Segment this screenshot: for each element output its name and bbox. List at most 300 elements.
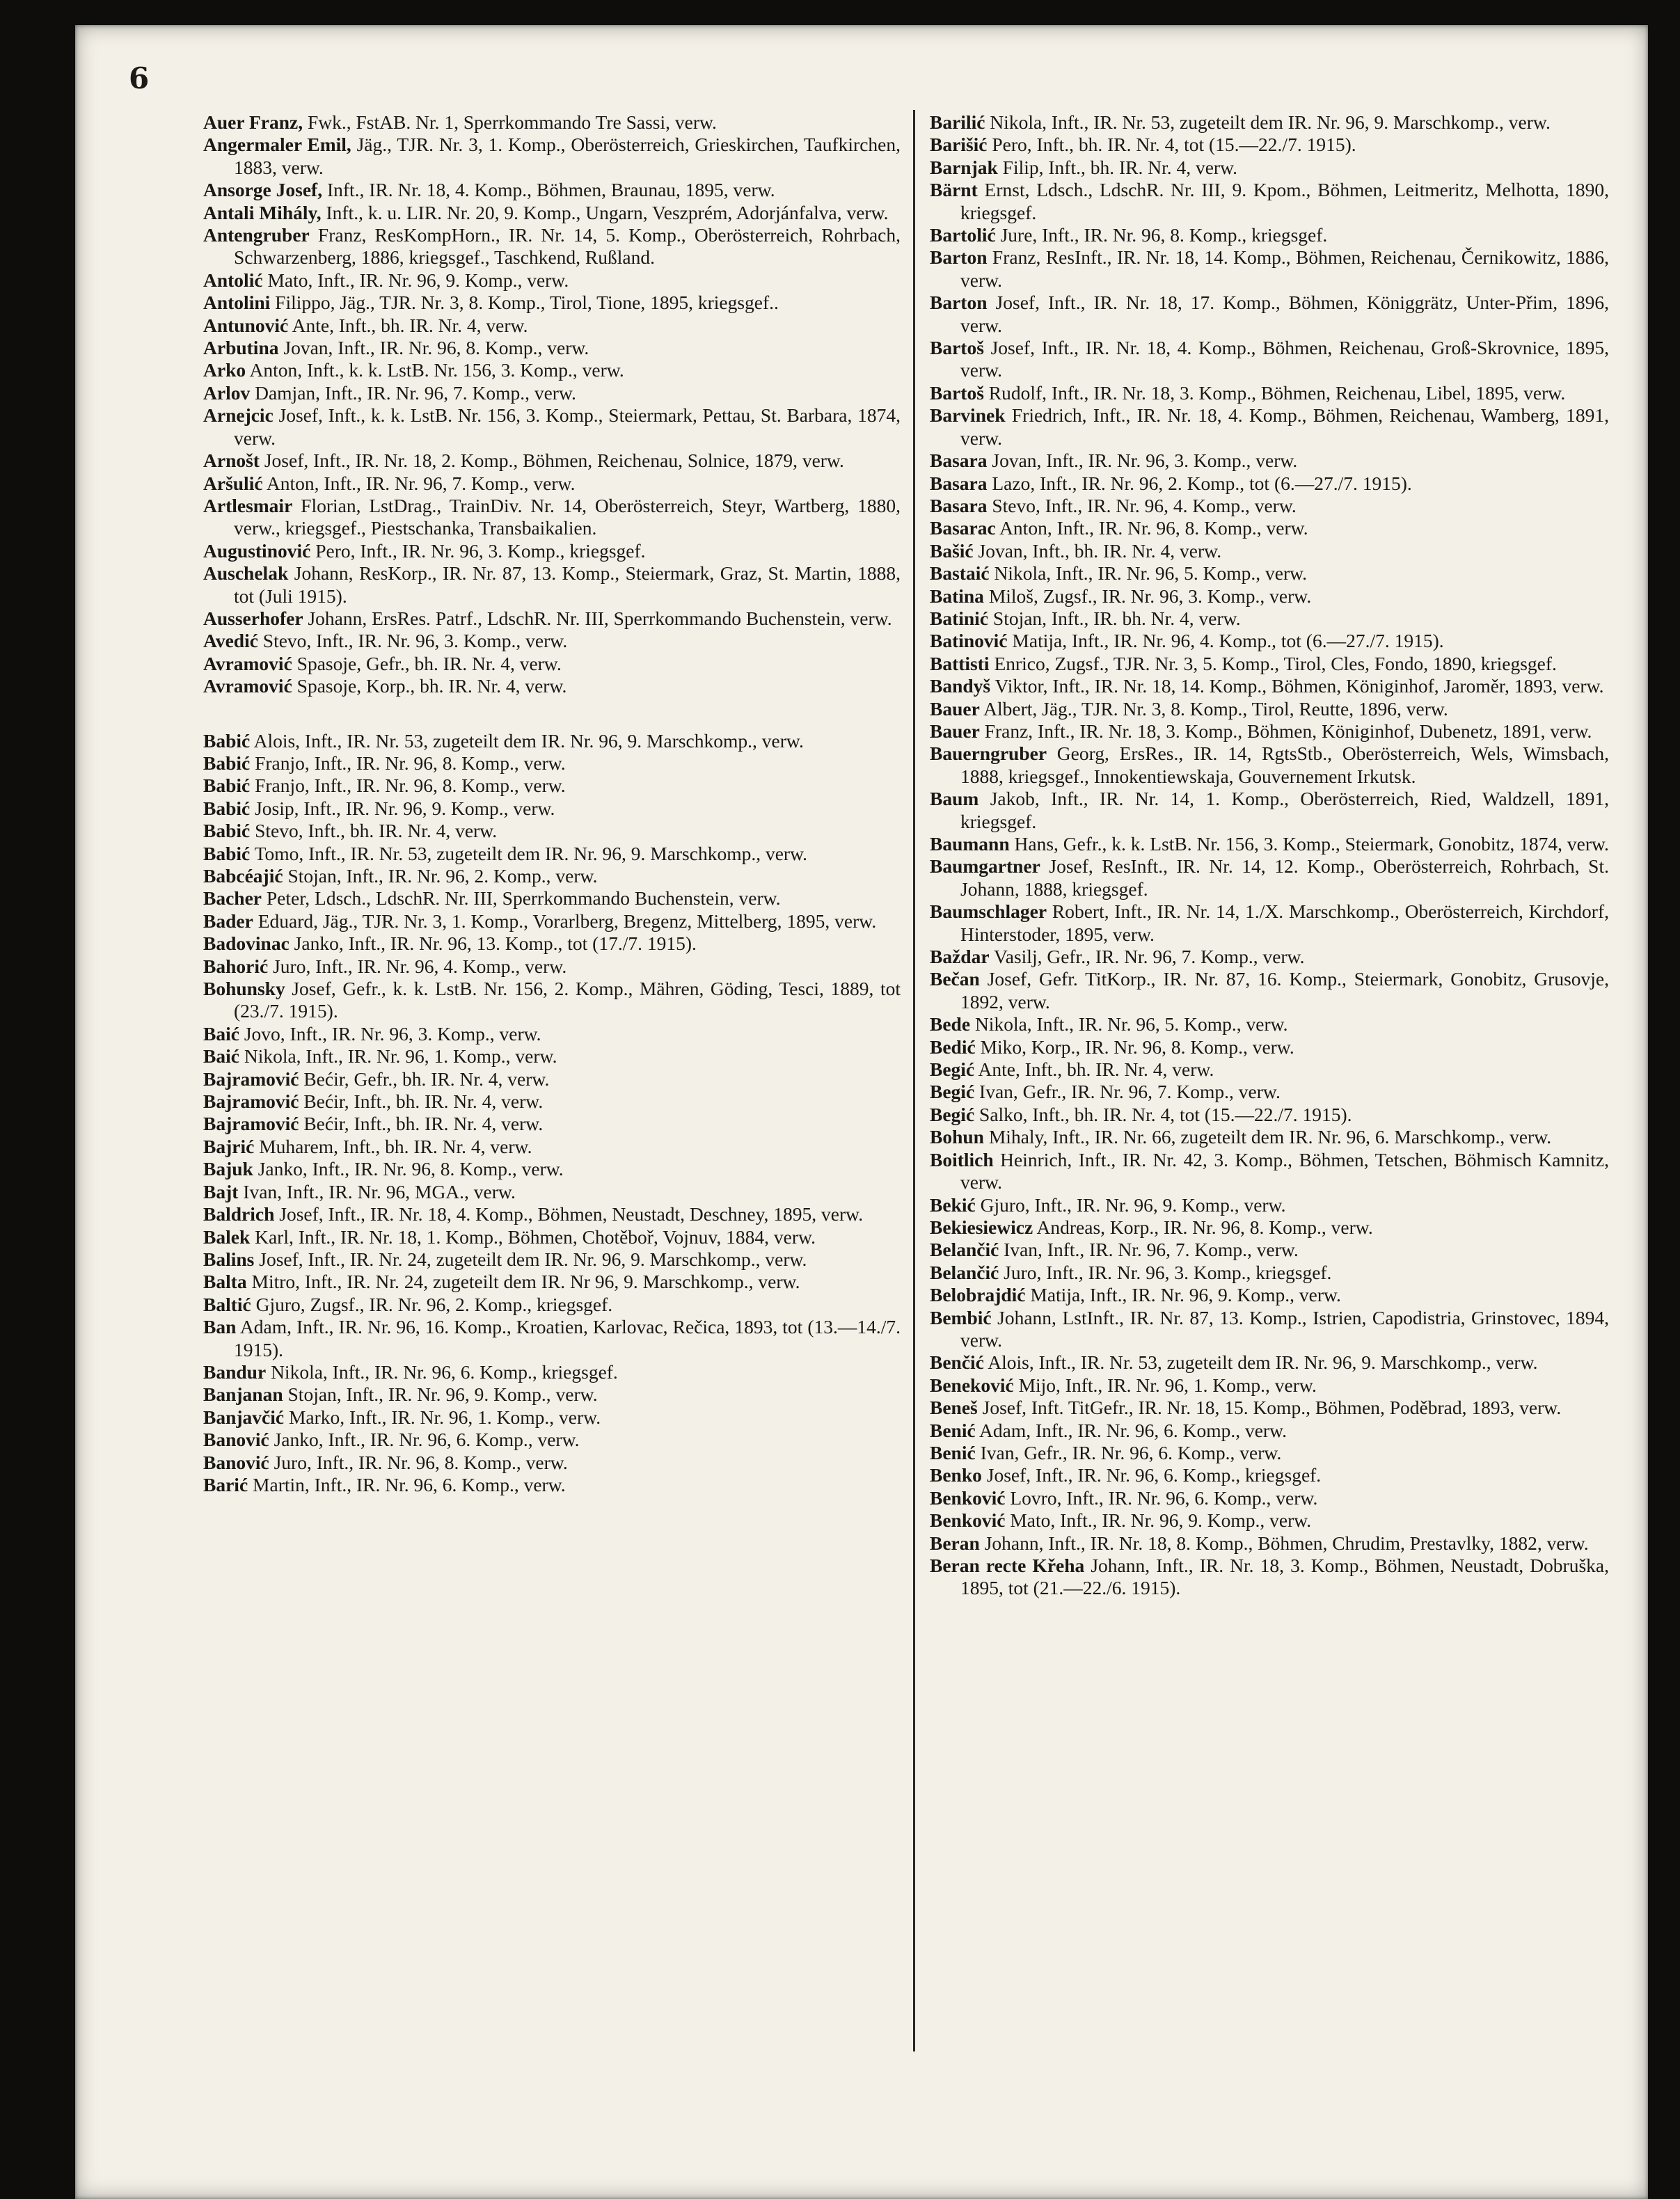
entry-details: Bećir, Inft., bh. IR. Nr. 4, verw. xyxy=(299,1113,544,1135)
entry-details: Adam, Inft., IR. Nr. 96, 6. Komp., verw. xyxy=(975,1419,1287,1441)
entry-surname: Babić xyxy=(203,752,251,774)
entry-details: Josef, Inft., IR. Nr. 18, 2. Komp., Böhmen, Reichenau, Solnice, 1879, verw. xyxy=(259,450,844,472)
entry-surname: Baždar xyxy=(930,946,990,968)
entry-surname: Barnjak xyxy=(930,156,998,178)
entry-surname: Belančić xyxy=(930,1261,999,1283)
list-entry xyxy=(203,630,901,652)
list-entry xyxy=(930,968,1609,1013)
entry-surname: Belančić xyxy=(930,1239,999,1261)
entry-details: Nikola, Inft., IR. Nr. 96, 5. Komp., verw. xyxy=(989,562,1308,585)
entry-surname: Bečan xyxy=(930,968,980,990)
list-entry xyxy=(930,495,1609,517)
entry-details: Alois, Inft., IR. Nr. 53, zugeteilt dem IR. Nr. 96, 9. Marschkomp., verw. xyxy=(250,729,804,752)
entry-details: Jakob, Inft., IR. Nr. 14, 1. Komp., Oberösterreich, Ried, Waldzell, 1891, kriegsgef. xyxy=(960,788,1609,832)
list-entry xyxy=(930,788,1609,833)
entry-details: Stevo, Inft., bh. IR. Nr. 4, verw. xyxy=(250,820,498,842)
entry-details: Josef, Gefr., k. k. LstB. Nr. 156, 2. Komp., Mähren, Göding, Tesci, 1889, tot (23./7. 1915). xyxy=(234,978,901,1022)
entry-details: Hans, Gefr., k. k. LstB. Nr. 156, 3. Komp., Steiermark, Gonobitz, 1874, verw. xyxy=(1009,833,1609,855)
list-entry xyxy=(930,833,1609,855)
entry-details: Juro, Inft., IR. Nr. 96, 3. Komp., kriegsgef. xyxy=(999,1261,1332,1283)
list-entry xyxy=(930,630,1609,652)
list-entry xyxy=(203,1203,901,1225)
list-entry xyxy=(930,1058,1609,1081)
entry-details: Filip, Inft., bh. IR. Nr. 4, verw. xyxy=(997,156,1238,178)
entry-surname: Baltić xyxy=(203,1293,251,1315)
entry-details: Pero, Inft., bh. IR. Nr. 4, tot (15.—22./7. 1915). xyxy=(987,134,1356,156)
list-entry xyxy=(930,1351,1609,1374)
entry-details: Jäg., TJR. Nr. 3, 1. Komp., Oberösterreich, Grieskirchen, Taufkirchen, 1883, verw. xyxy=(234,134,901,178)
entry-surname: Banjanan xyxy=(203,1383,283,1406)
list-entry xyxy=(930,855,1609,900)
entry-surname: Bastaić xyxy=(930,562,990,585)
entry-surname: Bajramović xyxy=(203,1090,299,1113)
list-entry xyxy=(930,562,1609,585)
list-entry xyxy=(203,450,901,472)
entry-surname: Bajramović xyxy=(203,1113,299,1135)
entry-details: Jure, Inft., IR. Nr. 96, 8. Komp., kriegsgef. xyxy=(995,224,1328,246)
list-entry xyxy=(930,1104,1609,1126)
entry-surname: Beneš xyxy=(930,1397,978,1419)
entry-surname: Babić xyxy=(203,820,251,842)
entry-surname: Babić xyxy=(203,729,251,752)
entry-details: Nikola, Inft., IR. Nr. 96, 1. Komp., verw. xyxy=(239,1045,557,1067)
entry-surname: Benić xyxy=(930,1419,976,1441)
list-entry xyxy=(930,1013,1609,1035)
entry-surname: Babić xyxy=(203,842,251,864)
entry-details: Ivan, Inft., IR. Nr. 96, MGA., verw. xyxy=(238,1180,516,1202)
entry-surname: Bartolić xyxy=(930,224,996,246)
list-entry xyxy=(930,1487,1609,1509)
entry-surname: Aršulić xyxy=(203,472,263,494)
list-entry xyxy=(203,1474,901,1496)
entry-details: Stojan, Inft., IR. Nr. 96, 9. Komp., verw. xyxy=(283,1383,598,1406)
list-entry xyxy=(930,1216,1609,1239)
entry-details: Albert, Jäg., TJR. Nr. 3, 8. Komp., Tirol, Reutte, 1896, verw. xyxy=(979,697,1448,720)
list-entry xyxy=(203,404,901,450)
list-entry xyxy=(930,517,1609,539)
entry-surname: Barić xyxy=(203,1473,248,1495)
entry-details: Janko, Inft., IR. Nr. 96, 13. Komp., tot (17./7. 1915). xyxy=(289,932,697,955)
entry-surname: Bauer xyxy=(930,697,980,720)
entry-surname: Antengruber xyxy=(203,224,310,246)
entry-details: Janko, Inft., IR. Nr. 96, 6. Komp., verw. xyxy=(269,1429,580,1451)
entry-surname: Baić xyxy=(203,1045,239,1067)
list-entry xyxy=(203,179,901,201)
list-entry xyxy=(930,157,1609,179)
list-entry xyxy=(930,1442,1609,1464)
entry-details: Adam, Inft., IR. Nr. 96, 16. Komp., Kroatien, Karlovac, Rečica, 1893, tot (13.—14./7. 1915). xyxy=(234,1316,901,1360)
entry-details: Franjo, Inft., IR. Nr. 96, 8. Komp., verw. xyxy=(250,752,566,774)
list-entry xyxy=(203,752,901,775)
list-entry xyxy=(203,1383,901,1406)
entry-surname: Auschelak xyxy=(203,562,289,585)
entry-surname: Begić xyxy=(930,1103,975,1125)
list-entry xyxy=(203,1429,901,1451)
entry-surname: Bartoš xyxy=(930,381,984,404)
entry-surname: Begić xyxy=(930,1058,975,1081)
list-entry xyxy=(203,359,901,381)
list-entry xyxy=(930,1464,1609,1486)
entry-surname: Banović xyxy=(203,1451,269,1473)
list-entry xyxy=(203,820,901,842)
list-entry xyxy=(930,134,1609,156)
entry-surname: Begić xyxy=(930,1081,975,1103)
entry-surname: Bedić xyxy=(930,1035,976,1058)
entry-details: Josef, Inft., IR. Nr. 96, 6. Komp., kriegsgef. xyxy=(981,1464,1322,1486)
entry-details: Josef, Inft., IR. Nr. 18, 4. Komp., Böhmen, Reichenau, Groß-Skrovnice, 1895, verw. xyxy=(960,337,1609,381)
entry-surname: Badovinac xyxy=(203,932,290,955)
entry-surname: Babcéajić xyxy=(203,865,283,887)
entry-details: Andreas, Korp., IR. Nr. 96, 8. Komp., verw. xyxy=(1033,1216,1373,1238)
entry-surname: Barton xyxy=(930,292,988,314)
entry-details: Friedrich, Inft., IR. Nr. 18, 4. Komp., Böhmen, Reichenau, Wamberg, 1891, verw. xyxy=(960,404,1609,449)
entry-surname: Antolini xyxy=(203,292,271,314)
list-entry xyxy=(930,1284,1609,1306)
list-entry xyxy=(930,1149,1609,1194)
list-entry xyxy=(203,1316,901,1361)
entry-details: Tomo, Inft., IR. Nr. 53, zugeteilt dem IR. Nr. 96, 9. Marschkomp., verw. xyxy=(250,842,808,864)
entry-details: Josef, Inft. TitGefr., IR. Nr. 18, 15. Komp., Böhmen, Poděbrad, 1893, verw. xyxy=(977,1397,1562,1419)
entry-surname: Bandur xyxy=(203,1360,267,1383)
entry-details: Franjo, Inft., IR. Nr. 96, 8. Komp., verw. xyxy=(250,775,566,797)
entry-details: Miko, Korp., IR. Nr. 96, 8. Komp., verw. xyxy=(975,1035,1294,1058)
list-entry xyxy=(203,910,901,932)
list-entry xyxy=(203,1271,901,1293)
list-entry xyxy=(203,495,901,540)
entry-details: Mato, Inft., IR. Nr. 96, 9. Komp., verw. xyxy=(262,269,569,291)
section-gap xyxy=(203,698,901,730)
entry-details: Muharem, Inft., bh. IR. Nr. 4, verw. xyxy=(254,1135,532,1157)
right-column-list xyxy=(930,111,1609,1600)
list-entry xyxy=(203,1226,901,1248)
entry-surname: Arnejcic xyxy=(203,404,274,427)
list-entry xyxy=(930,179,1609,224)
entry-surname: Babić xyxy=(203,775,251,797)
list-entry xyxy=(203,269,901,292)
entry-surname: Basara xyxy=(930,472,988,494)
list-entry xyxy=(203,1068,901,1090)
list-entry xyxy=(203,202,901,224)
entry-details: Anton, Inft., IR. Nr. 96, 7. Komp., verw. xyxy=(262,472,576,494)
entry-surname: Beran xyxy=(930,1532,980,1554)
entry-details: Josef, Gefr. TitKorp., IR. Nr. 87, 16. Komp., Steiermark, Gonobitz, Grusovje, 1892, verw. xyxy=(960,968,1609,1013)
entry-details: Ernst, Ldsch., LdschR. Nr. III, 9. Kpom., Böhmen, Leitmeritz, Melhotta, 1890, kriegsgef. xyxy=(960,179,1609,223)
entry-surname: Bärnt xyxy=(930,179,978,201)
list-entry xyxy=(930,585,1609,608)
entry-details: Vasilj, Gefr., IR. Nr. 96, 7. Komp., verw. xyxy=(989,946,1305,968)
list-entry xyxy=(930,900,1609,946)
entry-surname: Barilić xyxy=(930,111,985,133)
entry-surname: Balins xyxy=(203,1248,255,1270)
list-entry xyxy=(930,1307,1609,1352)
entry-surname: Bajramović xyxy=(203,1067,299,1090)
entry-surname: Bašić xyxy=(930,539,974,562)
entry-details: Fwk., FstAB. Nr. 1, Sperrkommando Tre Sassi, verw. xyxy=(303,111,717,133)
list-entry xyxy=(930,382,1609,404)
list-entry xyxy=(203,843,901,865)
entry-details: Johann, Inft., IR. Nr. 18, 8. Komp., Böhmen, Chrudim, Prestavlky, 1882, verw. xyxy=(979,1532,1589,1554)
entry-details: Georg, ErsRes., IR. 14, RgtsStb., Oberösterreich, Wels, Wimsbach, 1888, kriegsgef., Innokentiewskaja, Gouvernement Irkutsk. xyxy=(960,743,1609,787)
entry-details: Josef, Inft., IR. Nr. 18, 4. Komp., Böhmen, Neustadt, Deschney, 1895, verw. xyxy=(274,1203,864,1225)
entry-details: Ante, Inft., bh. IR. Nr. 4, verw. xyxy=(288,314,528,336)
list-entry xyxy=(930,292,1609,337)
entry-details: Karl, Inft., IR. Nr. 18, 1. Komp., Böhmen, Chotěboř, Vojnuv, 1884, verw. xyxy=(250,1225,816,1248)
entry-details: Lazo, Inft., IR. Nr. 96, 2. Komp., tot (6.—27./7. 1915). xyxy=(987,472,1412,494)
entry-surname: Augustinović xyxy=(203,539,311,562)
list-entry xyxy=(930,1420,1609,1442)
entry-details: Stevo, Inft., IR. Nr. 96, 4. Komp., verw. xyxy=(987,494,1297,516)
list-entry xyxy=(930,1194,1609,1216)
entry-details: Alois, Inft., IR. Nr. 53, zugeteilt dem IR. Nr. 96, 9. Marschkomp., verw. xyxy=(983,1351,1538,1374)
list-entry xyxy=(930,1397,1609,1419)
list-entry xyxy=(203,653,901,675)
entry-surname: Antolić xyxy=(203,269,263,291)
entry-surname: Baum xyxy=(930,788,979,810)
entry-details: Anton, Inft., k. k. LstB. Nr. 156, 3. Komp., verw. xyxy=(246,359,624,381)
entry-surname: Barišić xyxy=(930,134,988,156)
entry-details: Eduard, Jäg., TJR. Nr. 3, 1. Komp., Vorarlberg, Bregenz, Mittelberg, 1895, verw. xyxy=(253,910,877,932)
entry-surname: Avramović xyxy=(203,675,292,697)
list-entry xyxy=(203,540,901,562)
list-entry xyxy=(203,134,901,179)
entry-details: Juro, Inft., IR. Nr. 96, 4. Komp., verw. xyxy=(268,955,567,977)
left-column-list-b xyxy=(203,730,901,1497)
entry-details: Mato, Inft., IR. Nr. 96, 9. Komp., verw. xyxy=(1005,1509,1312,1532)
list-entry xyxy=(930,404,1609,450)
list-entry xyxy=(203,797,901,820)
list-entry xyxy=(930,698,1609,720)
list-entry xyxy=(930,224,1609,246)
list-entry xyxy=(203,955,901,978)
list-entry xyxy=(930,743,1609,788)
entry-surname: Arnošt xyxy=(203,450,260,472)
entry-details: Josef, ResInft., IR. Nr. 14, 12. Komp., Oberösterreich, Rohrbach, St. Johann, 1888, kriegsgef. xyxy=(960,855,1609,900)
entry-surname: Banović xyxy=(203,1429,269,1451)
list-entry xyxy=(203,775,901,797)
entry-details: Mijo, Inft., IR. Nr. 96, 1. Komp., verw. xyxy=(1013,1374,1317,1396)
entry-surname: Bekiesiewicz xyxy=(930,1216,1033,1238)
entry-surname: Baumann xyxy=(930,833,1010,855)
entry-surname: Angermaler Emil, xyxy=(203,134,351,156)
entry-surname: Bajuk xyxy=(203,1158,253,1180)
entry-details: Ivan, Gefr., IR. Nr. 96, 7. Komp., verw. xyxy=(974,1081,1281,1103)
entry-details: Janko, Inft., IR. Nr. 96, 8. Komp., verw. xyxy=(253,1158,564,1180)
entry-surname: Bacher xyxy=(203,887,262,910)
list-entry xyxy=(203,1090,901,1113)
list-entry xyxy=(203,1136,901,1158)
list-entry xyxy=(930,1262,1609,1284)
list-entry xyxy=(203,730,901,752)
entry-details: Josef, Inft., IR. Nr. 24, zugeteilt dem IR. Nr. 96, 9. Marschkomp., verw. xyxy=(254,1248,807,1270)
entry-surname: Baldrich xyxy=(203,1203,275,1225)
entry-details: Ante, Inft., bh. IR. Nr. 4, verw. xyxy=(974,1058,1214,1081)
entry-surname: Baić xyxy=(203,1022,239,1045)
entry-surname: Boitlich xyxy=(930,1148,994,1170)
list-entry xyxy=(930,608,1609,630)
entry-details: Franz, ResKompHorn., IR. Nr. 14, 5. Komp., Oberösterreich, Rohrbach, Schwarzenberg, 1886, kriegsgef., Taschkend, Rußland. xyxy=(234,224,901,269)
entry-details: Nikola, Inft., IR. Nr. 96, 6. Komp., kriegsgef. xyxy=(266,1360,618,1383)
entry-details: Johann, LstInft., IR. Nr. 87, 13. Komp., Istrien, Capodistria, Grinstovec, 1894, verw. xyxy=(960,1306,1609,1351)
entry-surname: Artlesmair xyxy=(203,494,293,516)
list-entry xyxy=(930,1081,1609,1103)
entry-details: Josip, Inft., IR. Nr. 96, 9. Komp., verw. xyxy=(250,797,555,819)
entry-surname: Batinović xyxy=(930,630,1008,652)
entry-details: Martin, Inft., IR. Nr. 96, 6. Komp., verw. xyxy=(248,1473,566,1495)
list-entry xyxy=(203,1045,901,1067)
entry-details: Rudolf, Inft., IR. Nr. 18, 3. Komp., Böhmen, Reichenau, Libel, 1895, verw. xyxy=(983,381,1566,404)
list-entry xyxy=(203,1158,901,1180)
entry-surname: Arko xyxy=(203,359,246,381)
entry-details: Josef, Inft., k. k. LstB. Nr. 156, 3. Komp., Steiermark, Pettau, St. Barbara, 1874, verw. xyxy=(234,404,901,449)
left-column xyxy=(203,111,901,1496)
page-number: 6 xyxy=(129,61,150,95)
entry-surname: Bajrić xyxy=(203,1135,255,1157)
entry-surname: Benčić xyxy=(930,1351,984,1374)
left-column-list-a xyxy=(203,111,901,698)
entry-surname: Bohunsky xyxy=(203,978,285,1000)
entry-details: Jovan, Inft., IR. Nr. 96, 8. Komp., verw. xyxy=(278,337,589,359)
entry-surname: Bembić xyxy=(930,1306,992,1328)
entry-details: Jovan, Inft., IR. Nr. 96, 3. Komp., verw. xyxy=(987,450,1298,472)
entry-surname: Ansorge Josef, xyxy=(203,179,323,201)
entry-details: Gjuro, Zugsf., IR. Nr. 96, 2. Komp., kriegsgef. xyxy=(251,1293,613,1315)
list-entry xyxy=(203,315,901,337)
entry-details: Bećir, Inft., bh. IR. Nr. 4, verw. xyxy=(299,1090,544,1113)
entry-details: Marko, Inft., IR. Nr. 96, 1. Komp., verw. xyxy=(284,1406,601,1428)
list-entry xyxy=(203,111,901,134)
entry-details: Heinrich, Inft., IR. Nr. 42, 3. Komp., Böhmen, Tetschen, Böhmisch Kamnitz, verw. xyxy=(960,1148,1609,1193)
list-entry xyxy=(930,720,1609,743)
column-divider xyxy=(913,110,915,2051)
entry-surname: Battisti xyxy=(930,652,990,674)
entry-details: Stevo, Inft., IR. Nr. 96, 3. Komp., verw. xyxy=(257,630,568,652)
list-entry xyxy=(930,246,1609,292)
list-entry xyxy=(203,473,901,495)
entry-surname: Basarac xyxy=(930,517,996,539)
entry-details: Pero, Inft., IR. Nr. 96, 3. Komp., kriegsgef. xyxy=(310,539,646,562)
entry-details: Peter, Ldsch., LdschR. Nr. III, Sperrkommando Buchenstein, verw. xyxy=(262,887,781,910)
entry-details: Jovan, Inft., bh. IR. Nr. 4, verw. xyxy=(973,539,1222,562)
list-entry xyxy=(930,675,1609,697)
entry-surname: Bauer xyxy=(930,720,980,742)
list-entry xyxy=(203,1361,901,1383)
list-entry xyxy=(203,1023,901,1045)
list-entry xyxy=(203,1294,901,1316)
entry-surname: Balek xyxy=(203,1225,251,1248)
list-entry xyxy=(203,887,901,910)
entry-details: Gjuro, Inft., IR. Nr. 96, 9. Komp., verw. xyxy=(975,1193,1286,1216)
entry-details: Damjan, Inft., IR. Nr. 96, 7. Komp., verw. xyxy=(250,381,576,404)
entry-surname: Batina xyxy=(930,585,984,607)
entry-details: Lovro, Inft., IR. Nr. 96, 6. Komp., verw. xyxy=(1005,1486,1318,1509)
list-entry xyxy=(930,1374,1609,1397)
list-entry xyxy=(930,111,1609,134)
entry-surname: Ban xyxy=(203,1316,237,1338)
entry-surname: Beneković xyxy=(930,1374,1014,1396)
entry-details: Viktor, Inft., IR. Nr. 18, 14. Komp., Böhmen, Königinhof, Jaroměr, 1893, verw. xyxy=(990,675,1604,697)
entry-details: Mitro, Inft., IR. Nr. 24, zugeteilt dem IR. Nr 96, 9. Marschkomp., verw. xyxy=(246,1271,800,1293)
entry-surname: Belobrajdić xyxy=(930,1284,1026,1306)
list-entry xyxy=(930,1555,1609,1600)
entry-surname: Auer Franz, xyxy=(203,111,303,133)
entry-details: Inft., IR. Nr. 18, 4. Komp., Böhmen, Braunau, 1895, verw. xyxy=(322,179,775,201)
list-entry xyxy=(930,1126,1609,1148)
entry-details: Johann, ResKorp., IR. Nr. 87, 13. Komp., Steiermark, Graz, St. Martin, 1888, tot (Juli 1915). xyxy=(234,562,901,607)
entry-surname: Beran recte Křeha xyxy=(930,1555,1085,1576)
entry-surname: Benković xyxy=(930,1486,1006,1509)
list-entry xyxy=(203,562,901,608)
entry-surname: Bader xyxy=(203,910,253,932)
entry-details: Johann, Inft., IR. Nr. 18, 3. Komp., Böhmen, Neustadt, Dobruška, 1895, tot (21.—22./6. 1915). xyxy=(960,1555,1609,1599)
list-entry xyxy=(930,1239,1609,1261)
list-entry xyxy=(203,932,901,955)
list-entry xyxy=(930,540,1609,562)
entry-surname: Avramović xyxy=(203,652,292,674)
entry-details: Mihaly, Inft., IR. Nr. 66, zugeteilt dem IR. Nr. 96, 6. Marschkomp., verw. xyxy=(983,1126,1552,1148)
entry-surname: Basara xyxy=(930,450,988,472)
entry-surname: Ausserhofer xyxy=(203,607,303,629)
list-entry xyxy=(930,473,1609,495)
entry-details: Matija, Inft., IR. Nr. 96, 9. Komp., verw. xyxy=(1025,1284,1341,1306)
list-entry xyxy=(203,1248,901,1271)
entry-surname: Baumgartner xyxy=(930,855,1040,878)
entry-details: Ivan, Inft., IR. Nr. 96, 7. Komp., verw. xyxy=(999,1239,1299,1261)
entry-surname: Baumschlager xyxy=(930,900,1047,923)
entry-surname: Barvinek xyxy=(930,404,1006,427)
list-entry xyxy=(930,946,1609,968)
list-entry xyxy=(930,1532,1609,1555)
list-entry xyxy=(930,1036,1609,1058)
list-entry xyxy=(203,978,901,1023)
entry-surname: Balta xyxy=(203,1271,247,1293)
entry-surname: Babić xyxy=(203,797,251,819)
entry-details: Anton, Inft., IR. Nr. 96, 8. Komp., verw. xyxy=(995,517,1308,539)
entry-details: Filippo, Jäg., TJR. Nr. 3, 8. Komp., Tirol, Tione, 1895, kriegsgef.. xyxy=(270,292,779,314)
entry-details: Robert, Inft., IR. Nr. 14, 1./X. Marschkomp., Oberösterreich, Kirchdorf, Hinterstoder, 1895, verw. xyxy=(960,900,1609,945)
entry-surname: Antali Mihály, xyxy=(203,201,322,223)
entry-surname: Bekić xyxy=(930,1193,976,1216)
entry-details: Juro, Inft., IR. Nr. 96, 8. Komp., verw. xyxy=(269,1451,568,1473)
entry-surname: Bartoš xyxy=(930,337,984,359)
entry-surname: Batinić xyxy=(930,607,989,629)
entry-details: Ivan, Gefr., IR. Nr. 96, 6. Komp., verw. xyxy=(975,1441,1282,1463)
list-entry xyxy=(930,337,1609,382)
entry-details: Spasoje, Gefr., bh. IR. Nr. 4, verw. xyxy=(292,652,562,674)
list-entry xyxy=(203,608,901,630)
entry-details: Matija, Inft., IR. Nr. 96, 4. Komp., tot (6.—27./7. 1915). xyxy=(1007,630,1444,652)
list-entry xyxy=(203,1452,901,1474)
list-entry xyxy=(203,1113,901,1135)
entry-details: Miloš, Zugsf., IR. Nr. 96, 3. Komp., verw. xyxy=(983,585,1312,607)
entry-details: Enrico, Zugsf., TJR. Nr. 3, 5. Komp., Tirol, Cles, Fondo, 1890, kriegsgef. xyxy=(989,652,1557,674)
entry-surname: Basara xyxy=(930,494,988,516)
entry-details: Inft., k. u. LIR. Nr. 20, 9. Komp., Ungarn, Veszprém, Adorjánfalva, verw. xyxy=(321,201,889,223)
list-entry xyxy=(930,450,1609,472)
entry-details: Salko, Inft., bh. IR. Nr. 4, tot (15.—22./7. 1915). xyxy=(974,1103,1352,1125)
entry-surname: Bede xyxy=(930,1013,971,1035)
entry-surname: Bajt xyxy=(203,1180,239,1202)
right-column xyxy=(930,111,1609,1600)
entry-surname: Bohun xyxy=(930,1126,984,1148)
list-entry xyxy=(203,382,901,404)
entry-details: Franz, Inft., IR. Nr. 18, 3. Komp., Böhmen, Königinhof, Dubenetz, 1891, verw. xyxy=(979,720,1592,742)
list-entry xyxy=(203,675,901,697)
entry-surname: Banjavčić xyxy=(203,1406,285,1428)
entry-surname: Bahorić xyxy=(203,955,269,977)
entry-surname: Bauerngruber xyxy=(930,743,1047,765)
entry-surname: Avedić xyxy=(203,630,258,652)
entry-details: Josef, Inft., IR. Nr. 18, 17. Komp., Böhmen, Königgrätz, Unter-Přim, 1896, verw. xyxy=(960,292,1609,336)
